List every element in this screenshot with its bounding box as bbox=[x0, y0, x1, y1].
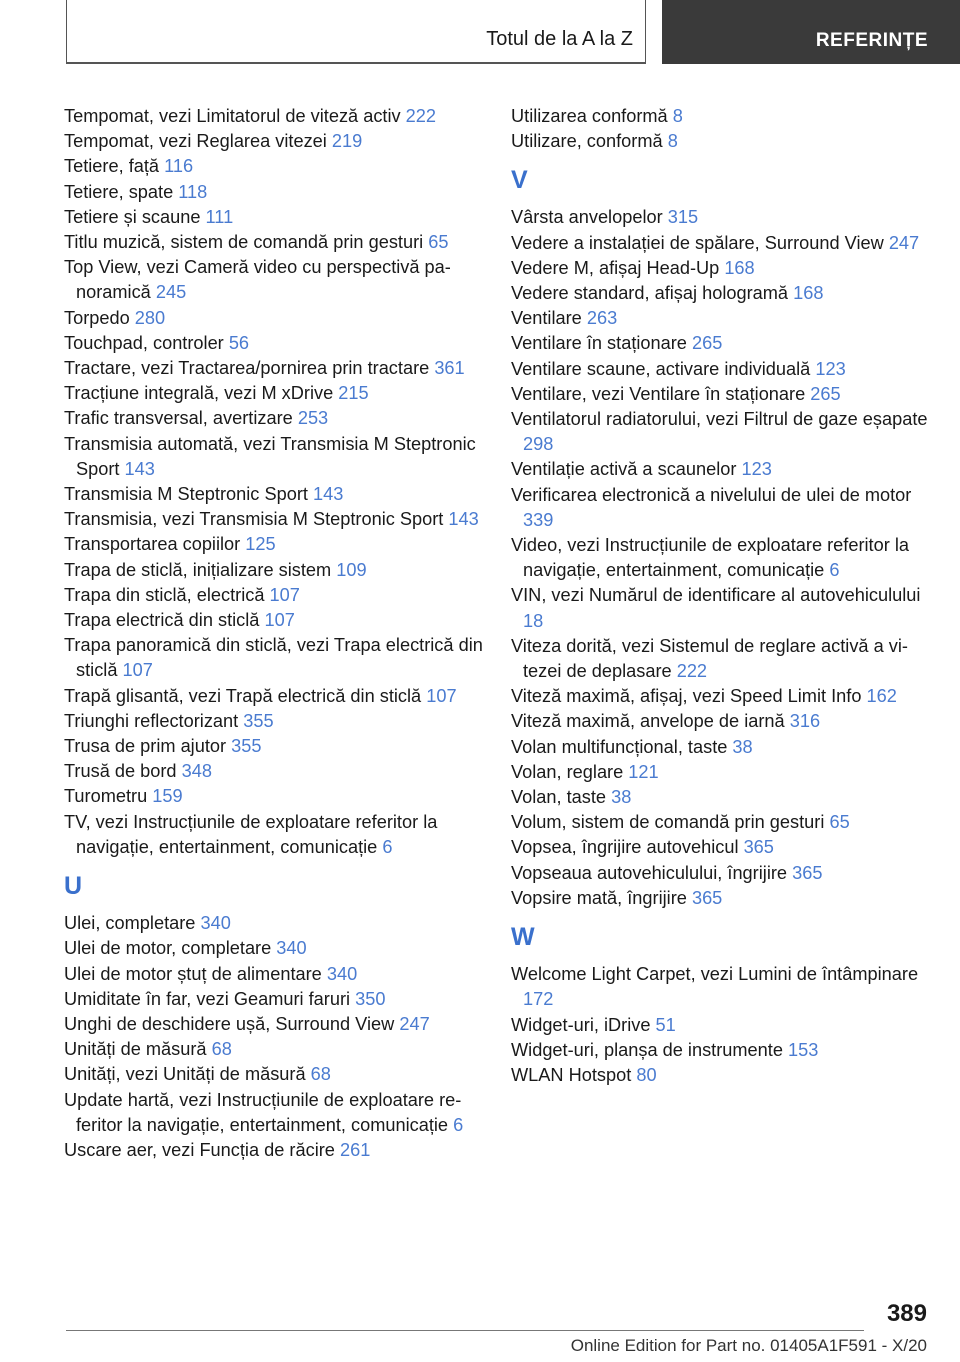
page-reference-link[interactable]: 222 bbox=[676, 661, 708, 682]
page-reference-link[interactable]: 123 bbox=[815, 358, 846, 379]
index-entry-text: Transmisia M Steptronic Sport bbox=[64, 484, 308, 505]
page-reference-link[interactable]: 340 bbox=[200, 913, 231, 934]
index-entry-text: Unități, vezi Unități de măsură bbox=[64, 1064, 306, 1085]
index-entry bbox=[511, 810, 931, 835]
index-entry-text: VIN, vezi Numărul de identificare al autovehiculului bbox=[511, 585, 921, 606]
page-reference-link[interactable]: 280 bbox=[134, 307, 166, 328]
index-entry bbox=[511, 382, 931, 407]
page-reference-link[interactable]: 6 bbox=[453, 1114, 464, 1135]
page-reference-link[interactable]: 265 bbox=[810, 383, 841, 404]
page-reference-link[interactable]: 222 bbox=[405, 106, 437, 126]
index-entry bbox=[511, 306, 931, 331]
page-reference-link[interactable]: 121 bbox=[628, 761, 659, 782]
page-reference-link[interactable]: 143 bbox=[448, 509, 479, 530]
index-entry bbox=[64, 532, 494, 557]
index-entry bbox=[64, 1138, 494, 1163]
index-entry-text: Unghi de deschidere ușă, Surround View bbox=[64, 1013, 395, 1034]
index-letter-heading: U bbox=[64, 872, 83, 901]
index-entry-text: Uscare aer, vezi Funcția de răcire bbox=[64, 1139, 335, 1160]
page-reference-link[interactable]: 350 bbox=[355, 988, 386, 1009]
index-entry bbox=[64, 129, 494, 154]
index-entry-text: Vârsta anvelopelor bbox=[511, 207, 663, 228]
index-entry bbox=[511, 129, 931, 154]
index-entry bbox=[64, 331, 494, 356]
index-entry-text: WLAN Hotspot bbox=[511, 1064, 632, 1085]
index-entry bbox=[64, 406, 494, 431]
index-entry-text: Trapa din sticlă, electrică bbox=[64, 584, 265, 605]
page-reference-link[interactable]: 172 bbox=[523, 989, 554, 1010]
page-reference-link[interactable]: 153 bbox=[788, 1039, 819, 1060]
header-section-box bbox=[66, 0, 646, 64]
index-column-right bbox=[511, 104, 931, 1088]
page-reference-link[interactable]: 365 bbox=[743, 837, 774, 858]
index-entry bbox=[64, 608, 494, 633]
page-reference-link[interactable]: 6 bbox=[829, 560, 840, 581]
index-entry bbox=[64, 205, 494, 230]
index-entry-text: TV, vezi Instrucțiunile de exploatare referitor la navigație, entertainment, comunicație bbox=[64, 811, 438, 857]
index-entry-text: Volan multifuncțional, taste bbox=[511, 736, 728, 757]
index-entry bbox=[511, 205, 931, 230]
page-reference-link[interactable]: 56 bbox=[228, 332, 250, 353]
index-letter-heading: W bbox=[511, 923, 535, 952]
index-entry bbox=[64, 507, 494, 532]
index-entry-text: Trapă glisantă, vezi Trapă electrică din sticlă bbox=[64, 685, 422, 706]
page-reference-link[interactable]: 253 bbox=[297, 408, 329, 429]
page-reference-link[interactable]: 8 bbox=[667, 131, 678, 152]
index-entry-text: Ventilare, vezi Ventilare în staționare bbox=[511, 383, 806, 404]
index-entry bbox=[64, 154, 494, 179]
index-entry-text: Trapa electrică din sticlă bbox=[64, 610, 260, 631]
page-reference-link[interactable]: 107 bbox=[122, 660, 153, 681]
page-reference-link[interactable]: 348 bbox=[181, 761, 212, 782]
index-entry bbox=[64, 230, 494, 255]
index-entry-text: Ulei de motor ștuț de alimentare bbox=[64, 963, 322, 984]
page-reference-link[interactable]: 65 bbox=[829, 812, 850, 833]
index-entry-text: Verificarea electronică a nivelului de ulei de motor bbox=[511, 484, 912, 505]
index-entry bbox=[64, 936, 494, 961]
index-entry-text: Transportarea copiilor bbox=[64, 534, 241, 555]
index-entry-text: Titlu muzică, sistem de comandă prin gesturi bbox=[64, 232, 424, 253]
index-entry-text: Trusa de prim ajutor bbox=[64, 736, 227, 757]
page-reference-link[interactable]: 38 bbox=[732, 736, 753, 757]
footer-divider bbox=[66, 1330, 864, 1331]
page-reference-link[interactable]: 6 bbox=[382, 836, 393, 857]
page-reference-link[interactable]: 340 bbox=[326, 963, 358, 984]
page-number: 389 bbox=[886, 1300, 927, 1327]
index-entry bbox=[64, 911, 494, 936]
index-entry-text: Viteză maximă, anvelope de iarnă bbox=[511, 711, 785, 732]
index-entry bbox=[64, 1037, 494, 1062]
index-entry-text: Trafic transversal, avertizare bbox=[64, 408, 293, 429]
page-reference-link[interactable]: 215 bbox=[338, 383, 369, 404]
index-entry bbox=[64, 482, 494, 507]
index-entry-text: Video, vezi Instrucțiunile de exploatare referitor la navigație, entertainment, comunicație bbox=[511, 535, 909, 581]
page-reference-link[interactable]: 68 bbox=[310, 1064, 331, 1085]
page-reference-link[interactable]: 355 bbox=[243, 710, 274, 731]
index-entry bbox=[511, 735, 931, 760]
index-entry-text: Vedere standard, afișaj hologramă bbox=[511, 283, 789, 304]
index-entry-text: Viteză maximă, afișaj, vezi Speed Limit Info bbox=[511, 686, 862, 707]
index-entry bbox=[64, 987, 494, 1012]
page-reference-link[interactable]: 109 bbox=[336, 559, 367, 580]
index-entry bbox=[511, 785, 931, 810]
index-entry bbox=[511, 331, 931, 356]
index-entry-text: Utilizare, conformă bbox=[511, 131, 663, 152]
index-entry bbox=[64, 810, 494, 860]
index-entry bbox=[511, 760, 931, 785]
index-entry-text: Welcome Light Carpet, vezi Lumini de întâmpinare bbox=[511, 964, 919, 985]
page-reference-link[interactable]: 315 bbox=[667, 207, 699, 228]
index-entry bbox=[64, 255, 494, 305]
index-entry bbox=[64, 962, 494, 987]
index-entry bbox=[64, 432, 494, 482]
index-entry-text: Ventilare în staționare bbox=[511, 333, 687, 354]
index-entry bbox=[64, 558, 494, 583]
index-entry bbox=[511, 357, 931, 382]
index-entry-text: Tracțiune integrală, vezi M xDrive bbox=[64, 383, 334, 404]
page-reference-link[interactable]: 265 bbox=[692, 333, 723, 354]
index-entry-text: Ulei, completare bbox=[64, 913, 196, 934]
page-reference-link[interactable]: 123 bbox=[741, 459, 772, 480]
index-entry-text: Triunghi reflectorizant bbox=[64, 710, 239, 731]
page-reference-link[interactable]: 18 bbox=[523, 610, 544, 631]
index-entry-text: Tractare, vezi Tractarea/pornirea prin tractare bbox=[64, 358, 430, 379]
index-entry bbox=[64, 356, 494, 381]
index-entry bbox=[64, 583, 494, 608]
index-entry bbox=[64, 684, 494, 709]
index-entry bbox=[511, 483, 931, 533]
index-entry bbox=[511, 861, 931, 886]
page-reference-link[interactable]: 316 bbox=[789, 711, 821, 732]
index-entry bbox=[511, 835, 931, 860]
index-entry-text: Torpedo bbox=[64, 307, 130, 328]
index-entry bbox=[511, 281, 931, 306]
index-entry-text: Volum, sistem de comandă prin gesturi bbox=[511, 812, 825, 833]
index-entry-text: Volan, taste bbox=[511, 787, 607, 808]
page-reference-link[interactable]: 111 bbox=[205, 206, 234, 227]
index-entry-text: Tetiere, față bbox=[64, 156, 160, 177]
index-entry-text: Update hartă, vezi Instrucțiunile de exploatare referitor la navigație, entertainment, comunicație bbox=[64, 1089, 462, 1135]
index-entry-text: Ventilatorul radiatorului, vezi Filtrul de gaze eșapate bbox=[511, 409, 928, 430]
index-entry-text: Ulei de motor, completare bbox=[64, 938, 272, 959]
index-entry bbox=[511, 962, 931, 1012]
index-entry-text: Vopsire mată, îngrijire bbox=[511, 887, 687, 908]
index-entry-text: Umiditate în far, vezi Geamuri faruri bbox=[64, 988, 351, 1009]
index-entry-text: Viteza dorită, vezi Sistemul de reglare activă a vitezei de deplasare bbox=[511, 635, 908, 682]
index-entry bbox=[511, 533, 931, 583]
page-reference-link[interactable]: 361 bbox=[434, 358, 465, 379]
index-entry bbox=[64, 180, 494, 205]
page-reference-link[interactable]: 247 bbox=[888, 232, 920, 253]
index-entry-text: Unități de măsură bbox=[64, 1039, 207, 1060]
page-reference-link[interactable]: 298 bbox=[523, 434, 554, 455]
index-entry bbox=[511, 709, 931, 734]
page-reference-link[interactable]: 118 bbox=[178, 181, 208, 202]
index-entry-text: Transmisia, vezi Transmisia M Steptronic Sport bbox=[64, 509, 444, 530]
section-label: Totul de la A la Z bbox=[486, 28, 633, 50]
index-entry bbox=[511, 684, 931, 709]
index-entry-text: Vedere M, afișaj Head-Up bbox=[511, 257, 720, 278]
index-entry-text: Tempomat, vezi Reglarea vitezei bbox=[64, 131, 327, 152]
index-entry bbox=[64, 784, 494, 809]
index-entry bbox=[64, 1088, 494, 1138]
index-entry-text: Tempomat, vezi Limitatorul de viteză activ bbox=[64, 106, 401, 126]
index-entry bbox=[64, 1012, 494, 1037]
page-reference-link[interactable]: 8 bbox=[672, 106, 683, 126]
page-reference-link[interactable]: 65 bbox=[428, 232, 449, 253]
page-reference-link[interactable]: 107 bbox=[269, 584, 300, 605]
index-entry bbox=[511, 457, 931, 482]
index-entry-text: Trapa panoramică din sticlă, vezi Trapa electrică din sticlă bbox=[64, 635, 483, 681]
index-entry bbox=[64, 1062, 494, 1087]
index-entry-text: Vedere a instalației de spălare, Surround View bbox=[511, 232, 884, 253]
index-entry-text: Ventilație activă a scaunelor bbox=[511, 459, 737, 480]
index-entry-text: Ventilare bbox=[511, 308, 582, 329]
index-entry-text: Touchpad, controler bbox=[64, 332, 224, 353]
index-entry-text: Widget-uri, planșa de instrumente bbox=[511, 1039, 783, 1060]
edition-footer: Online Edition for Part no. 01405A1F591 - X/20 bbox=[570, 1336, 927, 1355]
index-entry bbox=[511, 256, 931, 281]
index-column-left bbox=[64, 104, 494, 1163]
page-reference-link[interactable]: 38 bbox=[611, 787, 632, 808]
index-entry-text: Vopseaua autovehiculului, îngrijire bbox=[511, 862, 788, 883]
index-entry bbox=[511, 1013, 931, 1038]
index-entry bbox=[64, 633, 494, 683]
index-entry bbox=[64, 709, 494, 734]
index-entry-text: Ventilare scaune, activare individuală bbox=[511, 358, 811, 379]
page-reference-link[interactable]: 162 bbox=[866, 686, 897, 707]
page-reference-link[interactable]: 51 bbox=[655, 1014, 676, 1035]
index-entry bbox=[511, 1063, 931, 1088]
page-reference-link[interactable]: 125 bbox=[245, 534, 276, 555]
index-entry bbox=[511, 583, 931, 633]
index-entry bbox=[64, 759, 494, 784]
page-reference-link[interactable]: 219 bbox=[331, 131, 363, 152]
page-reference-link[interactable]: 263 bbox=[586, 308, 618, 329]
page-reference-link[interactable]: 365 bbox=[691, 887, 723, 908]
page-reference-link[interactable]: 340 bbox=[276, 938, 307, 959]
index-letter-heading: V bbox=[511, 166, 528, 195]
index-entry-text: Tetiere, spate bbox=[64, 181, 174, 202]
page-reference-link[interactable]: 68 bbox=[211, 1039, 232, 1060]
page-reference-link[interactable]: 80 bbox=[636, 1064, 657, 1085]
index-entry bbox=[511, 231, 931, 256]
page-reference-link[interactable]: 355 bbox=[231, 736, 262, 757]
index-entry-text: Volan, reglare bbox=[511, 761, 624, 782]
index-entry bbox=[64, 104, 494, 129]
index-entry bbox=[511, 886, 931, 911]
index-entry-text: Trusă de bord bbox=[64, 761, 177, 782]
page-reference-link[interactable]: 143 bbox=[124, 458, 155, 479]
index-entry bbox=[64, 306, 494, 331]
index-entry bbox=[511, 407, 931, 457]
page-reference-link[interactable]: 143 bbox=[313, 484, 344, 505]
index-entry-text: Widget-uri, iDrive bbox=[511, 1014, 651, 1035]
page-reference-link[interactable]: 339 bbox=[523, 509, 554, 530]
index-entry-text: Trapa de sticlă, inițializare sistem bbox=[64, 559, 332, 580]
index-entry-text: Transmisia automată, vezi Transmisia M Steptronic Sport bbox=[64, 433, 476, 479]
page-reference-link[interactable]: 107 bbox=[426, 685, 457, 706]
index-entry-text: Turometru bbox=[64, 786, 148, 807]
page-reference-link[interactable]: 159 bbox=[152, 786, 183, 807]
index-entry bbox=[64, 734, 494, 759]
index-entry-text: Tetiere și scaune bbox=[64, 206, 201, 227]
index-entry bbox=[64, 381, 494, 406]
page-reference-link[interactable]: 116 bbox=[164, 156, 194, 177]
page-reference-link[interactable]: 247 bbox=[399, 1013, 430, 1034]
index-entry-text: Top View, vezi Cameră video cu perspectivă panoramică bbox=[64, 257, 451, 303]
index-entry-text: Vopsea, îngrijire autovehicul bbox=[511, 837, 739, 858]
page-reference-link[interactable]: 107 bbox=[264, 610, 295, 631]
index-entry bbox=[511, 634, 931, 684]
page-reference-link[interactable]: 168 bbox=[724, 257, 755, 278]
index-entry bbox=[511, 104, 931, 129]
tab-label: REFERINȚE bbox=[815, 30, 928, 51]
index-entry-text: Utilizarea conformă bbox=[511, 106, 668, 126]
references-tab[interactable] bbox=[662, 0, 960, 64]
page-reference-link[interactable]: 245 bbox=[155, 282, 187, 303]
page-reference-link[interactable]: 168 bbox=[793, 283, 824, 304]
index-entry bbox=[511, 1038, 931, 1063]
page-reference-link[interactable]: 261 bbox=[339, 1139, 371, 1160]
page-reference-link[interactable]: 365 bbox=[792, 862, 823, 883]
